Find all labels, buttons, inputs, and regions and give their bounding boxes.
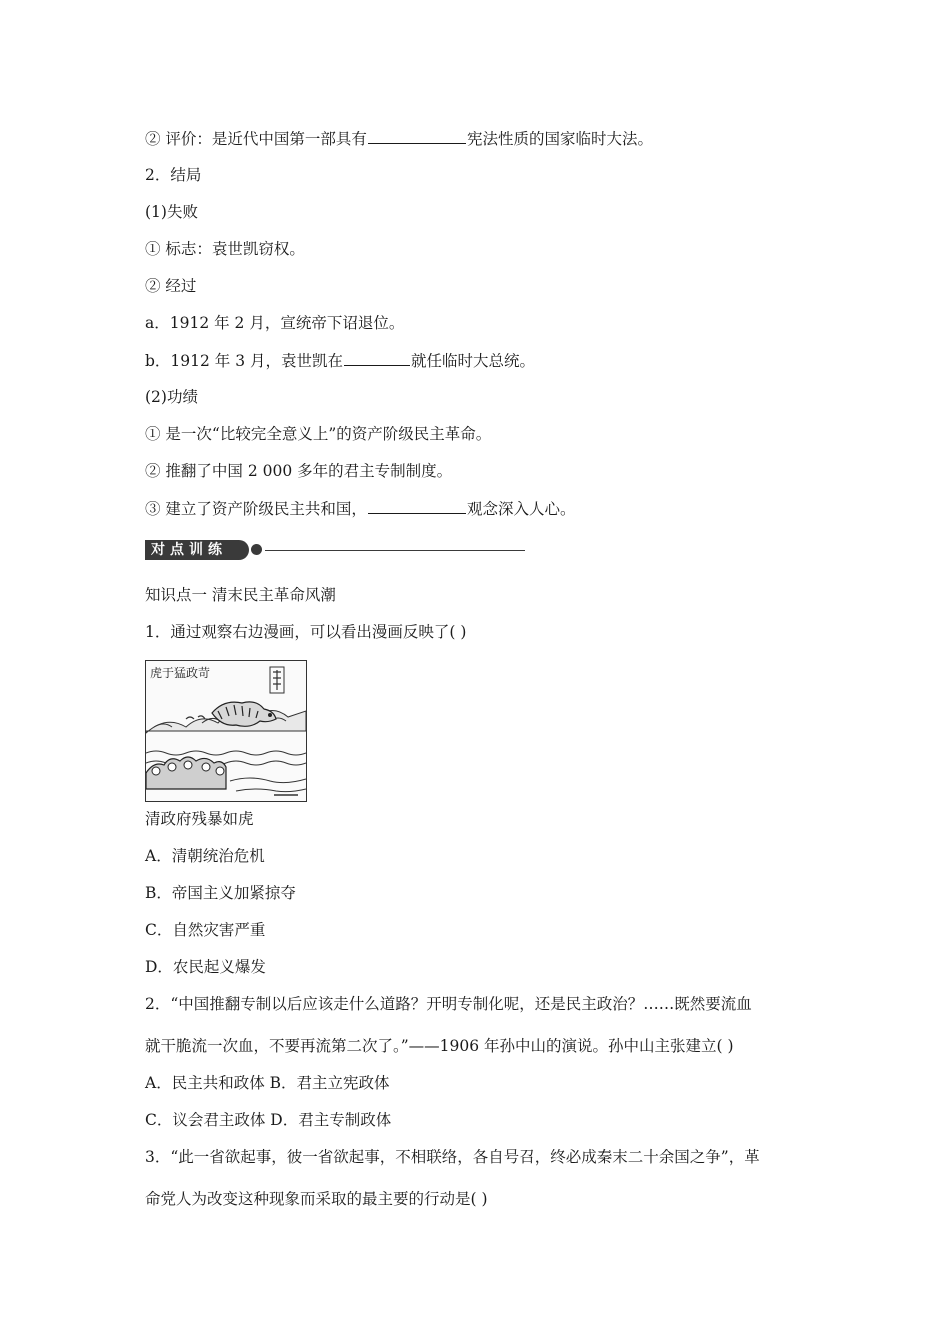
q1-option-a[interactable]: A．清朝统治危机 [145,847,265,865]
merit-2: ② 推翻了中国 2 000 多年的君主专制制度。 [145,462,453,480]
process-b-line [145,350,535,371]
q2-options-row2[interactable]: C．议会君主政体 D．君主专制政体 [145,1111,392,1129]
q1-option-d[interactable]: D．农民起义爆发 [145,958,266,976]
evaluation-prefix: ② 评价：是近代中国第一部具有 [145,130,367,148]
evaluation-line [145,128,653,149]
merit-1: ① 是一次“比较完全意义上”的资产阶级民主革命。 [145,425,492,443]
section-header-bar [145,540,525,560]
cartoon-image [145,660,307,802]
process-a: a．1912 年 2 月，宣统帝下诏退位。 [145,314,405,332]
outcome-heading: 2．结局 [145,166,202,184]
fill-blank[interactable] [368,498,466,514]
q1-option-c[interactable]: C．自然灾害严重 [145,921,266,939]
process-b-prefix: b．1912 年 3 月，袁世凯在 [145,352,344,370]
merit-3-prefix: ③ 建立了资产阶级民主共和国， [145,500,367,518]
cartoon-caption: 清政府残暴如虎 [145,810,254,828]
merit-3-line [145,498,575,519]
question-1-stem: 1．通过观察右边漫画，可以看出漫画反映了( ) [145,623,467,641]
question-2-stem-line1: 2．“中国推翻专制以后应该走什么道路？开明专制化呢，还是民主政治？……既然要流血 [145,995,752,1013]
evaluation-suffix: 宪法性质的国家临时大法。 [466,130,653,148]
failure-heading: (1)失败 [145,203,198,221]
section-divider [265,550,525,551]
merit-heading: (2)功绩 [145,388,198,406]
knowledge-point-heading: 知识点一 清末民主革命风潮 [145,586,336,604]
process-b-suffix: 就任临时大总统。 [411,352,536,370]
question-2-stem-line2: 就干脆流一次血，不要再流第二次了。”——1906 年孙中山的演说。孙中山主张建立( ) [145,1037,734,1055]
q2-options-row1[interactable]: A．民主共和政体 B．君主立宪政体 [145,1074,390,1092]
merit-3-suffix: 观念深入人心。 [466,500,576,518]
bullet-dot-icon [251,544,262,555]
failure-mark: ① 标志：袁世凯窃权。 [145,240,305,258]
q1-option-b[interactable]: B．帝国主义加紧掠夺 [145,884,296,902]
fill-blank[interactable] [344,350,410,366]
question-3-stem-line1: 3．“此一省欲起事，彼一省欲起事，不相联络，各自号召，终必成秦末二十余国之争”，革 [145,1148,760,1166]
fill-blank[interactable] [368,128,466,144]
section-header-label: 对点训练 [145,540,249,560]
cartoon-inscription: 虎于猛政苛 [150,666,211,680]
cartoon-drawing [146,661,306,801]
failure-process-heading: ② 经过 [145,277,197,295]
question-3-stem-line2: 命党人为改变这种现象而采取的最主要的行动是( ) [145,1190,488,1208]
